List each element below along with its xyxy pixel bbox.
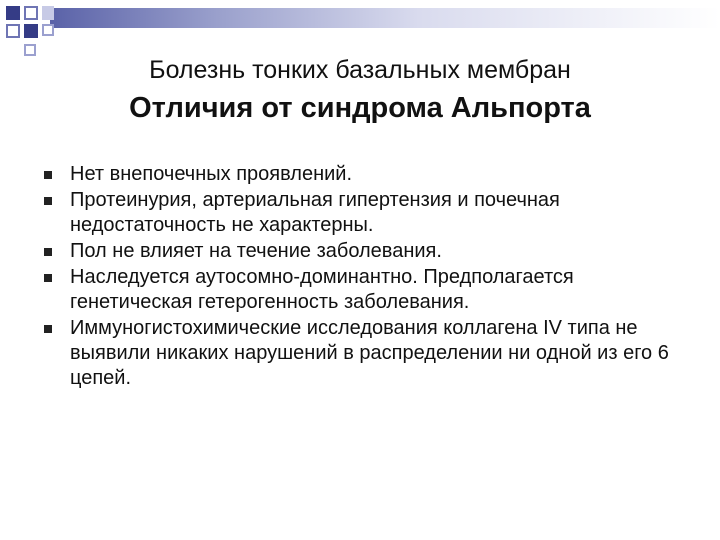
- slide-title: Отличия от синдрома Альпорта: [129, 92, 591, 124]
- square-bullet-icon: [44, 197, 52, 205]
- square-bullet-icon: [44, 248, 52, 256]
- corner-square-icon: [42, 24, 54, 36]
- header-gradient-bar: [50, 8, 720, 28]
- square-bullet-icon: [44, 325, 52, 333]
- bullet-text: Протеинурия, артериальная гипертензия и почечная недостаточность не характерны.: [70, 189, 560, 236]
- bullet-item: [44, 265, 684, 315]
- bullet-list: [44, 162, 684, 392]
- corner-square-icon: [24, 24, 38, 38]
- square-bullet-icon: [44, 274, 52, 282]
- corner-square-icon: [42, 6, 54, 20]
- slide-subtitle: Болезнь тонких базальных мембран: [149, 56, 571, 84]
- bullet-text: Пол не влияет на течение заболевания.: [70, 240, 442, 262]
- corner-square-icon: [6, 6, 20, 20]
- bullet-text: Наследуется аутосомно-доминантно. Предполагается генетическая гетерогенность заболевания.: [70, 266, 574, 313]
- square-bullet-icon: [44, 171, 52, 179]
- corner-square-icon: [6, 24, 20, 38]
- bullet-item: [44, 316, 684, 391]
- corner-square-icon: [24, 44, 36, 56]
- bullet-text: Нет внепочечных проявлений.: [70, 163, 353, 185]
- bullet-item: [44, 162, 684, 187]
- bullet-text: Иммуногистохимические исследования коллагена IV типа не выявили никаких нарушений в распределении ни одной из его 6 цепей.: [70, 317, 669, 389]
- corner-square-icon: [24, 6, 38, 20]
- bullet-item: [44, 188, 684, 238]
- bullet-item: [44, 239, 684, 264]
